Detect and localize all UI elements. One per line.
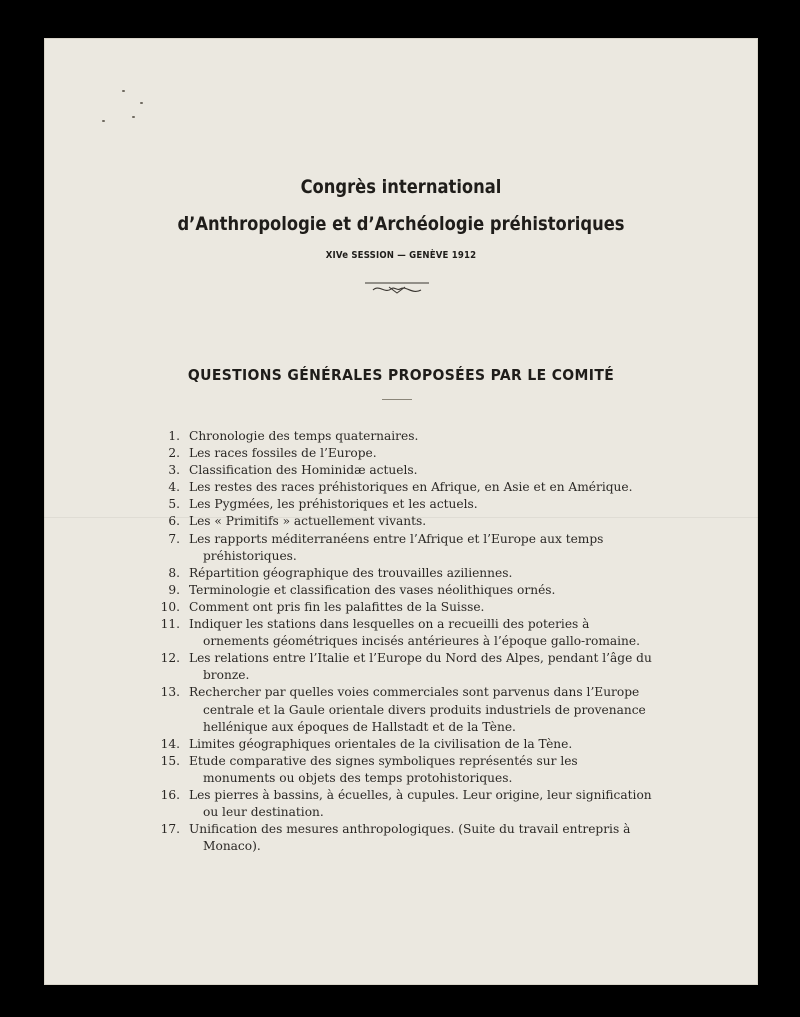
question-item xyxy=(44,428,758,445)
congress-subtitle: d’Anthropologie et d’Archéologie préhistoriques xyxy=(177,213,625,235)
question-text: Chronologie des temps quaternaires. xyxy=(189,429,419,443)
question-text: Comment ont pris fin les palafittes de la Suisse. xyxy=(189,599,485,614)
heading-rule xyxy=(382,399,412,400)
question-text: Les restes des races préhistoriques en Afrique, en Asie et en Amérique. xyxy=(189,480,633,495)
question-item xyxy=(44,753,758,787)
question-item xyxy=(44,531,758,565)
question-item xyxy=(44,445,758,462)
question-number: 6. xyxy=(168,514,180,529)
ink-speck xyxy=(140,102,143,104)
question-number: 13. xyxy=(160,685,180,700)
question-text: Classification des Hominidæ actuels. xyxy=(189,463,418,478)
question-item xyxy=(44,736,758,753)
question-text: Les rapports méditerranéens entre l’Afrique et l’Europe aux temps préhistoriques. xyxy=(189,531,604,563)
question-item xyxy=(44,565,758,582)
question-item xyxy=(44,513,758,530)
question-text: Les relations entre l’Italie et l’Europe du Nord des Alpes, pendant l’âge du bronze. xyxy=(189,651,652,683)
question-text: Unification des mesures anthropologiques. (Suite du travail entrepris à Monaco). xyxy=(189,822,631,854)
question-number: 9. xyxy=(168,582,180,597)
question-text: Les « Primitifs » actuellement vivants. xyxy=(189,514,427,529)
question-number: 1. xyxy=(168,429,180,443)
question-item xyxy=(44,462,758,479)
ornament-divider-icon xyxy=(365,278,429,298)
question-number: 14. xyxy=(160,736,180,751)
question-number: 4. xyxy=(168,480,180,495)
ink-speck xyxy=(122,90,125,92)
question-item xyxy=(44,616,758,650)
question-item xyxy=(44,821,758,855)
question-number: 7. xyxy=(168,531,180,546)
question-item xyxy=(44,650,758,684)
question-text: Répartition géographique des trouvailles aziliennes. xyxy=(189,565,513,580)
question-item xyxy=(44,582,758,599)
question-text: Les pierres à bassins, à écuelles, à cupules. Leur origine, leur signification ou leur destination. xyxy=(189,787,652,820)
question-number: 2. xyxy=(168,446,180,461)
question-text: Rechercher par quelles voies commerciales sont parvenus dans l’Europe centrale et la Gaule orientale divers produits industriels de provenance hellénique aux époques de Hallstadt et de la Tène. xyxy=(189,685,646,734)
question-text: Etude comparative des signes symboliques représentés sur les monuments ou objets des temps protohistoriques. xyxy=(189,753,578,785)
question-item xyxy=(44,684,758,735)
question-list xyxy=(44,428,758,855)
congress-title: Congrès international xyxy=(300,176,502,198)
ink-speck xyxy=(132,116,135,118)
ink-speck xyxy=(102,120,105,122)
question-number: 3. xyxy=(168,463,180,478)
question-text: Les Pygmées, les préhistoriques et les actuels. xyxy=(189,497,478,512)
question-item xyxy=(44,599,758,616)
question-text: Terminologie et classification des vases néolithiques ornés. xyxy=(189,582,556,597)
question-item xyxy=(44,496,758,513)
question-number: 16. xyxy=(160,787,180,802)
questions-heading: QUESTIONS GÉNÉRALES PROPOSÉES PAR LE COMITÉ xyxy=(187,366,615,384)
question-number: 17. xyxy=(160,822,180,837)
question-number: 15. xyxy=(160,753,180,768)
question-text: Indiquer les stations dans lesquelles on a recueilli des poteries à ornements géométriques incisés antérieures à l’époque gallo-romaine. xyxy=(189,617,640,649)
document-page xyxy=(44,38,758,985)
session-line: XIVe SESSION — GENÈVE 1912 xyxy=(325,250,477,261)
question-number: 10. xyxy=(160,599,180,614)
question-text: Limites géographiques orientales de la civilisation de la Tène. xyxy=(189,736,573,751)
question-number: 5. xyxy=(168,497,180,512)
question-number: 11. xyxy=(160,617,180,632)
question-number: 8. xyxy=(168,565,180,580)
question-text: Les races fossiles de l’Europe. xyxy=(189,446,377,461)
question-number: 12. xyxy=(160,651,180,666)
question-item xyxy=(44,787,758,821)
question-item xyxy=(44,479,758,496)
